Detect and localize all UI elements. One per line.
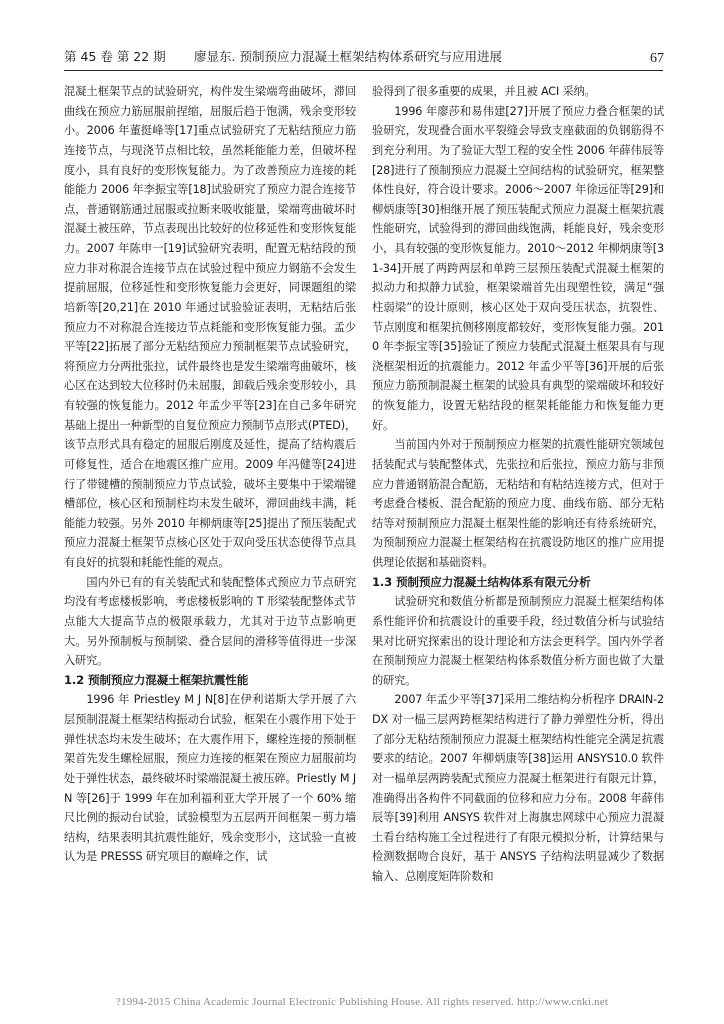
paragraph-joint-tests: 混凝土框架节点的试验研究，构件发生梁端弯曲破坏，滞回曲线在预应力筋屈服前捏缩，屈服后趋于饱满，残余变形较小。2006 年董挺峰等[17]重点试验研究了无粘结预应力筋连接节点，与现浇节点相比较，虽然耗能能力差，但破坏程度小，具有良好的变形恢复能力。为了改善预应力连接的耗能能力 2006 年李振宝等[18]试验研究了预应力混合连接节点，普通钢筋通过屈服或拉断来吸收能量，梁端弯曲破坏时混凝土被压碎，节点表现出比较好的位移延性和变形恢复能力。2007 年陈申一[19]试验研究表明，配置无粘结段的预应力非对称混合连接节点在试验过程中预应力钢筋不会发生提前屈服，位移延性和变形恢复能力会更好，同课题组的梁培新等[20,21]在 2010 年通过试验验证表明，无粘结后张预应力不对称混合连接边节点耗能和变形恢复能力强。孟少平等[22]拓展了部分无粘结预应力预制框架节点试验研究，将预应力分两批张拉，试件最终也是发生梁端弯曲破坏，核心区在达到较大位移时仍未屈服，卸载后残余变形较小，具有较强的恢复能力。2012 年孟少平等[23]在自己多年研究基础上提出一种新型的自复位预应力预制节点形式(PTED)，该节点形式具有稳定的屈服后刚度及延性，提高了结构震后可修复性，适合在地震区推广应用。2009 年冯健等[24]进行了带键槽的预制预应力节点试验，破坏主要集中于梁端键槽部位，核心区和预制柱均未发生破坏，滞回曲线丰满，耗能能力较强。另外 2010 年柳炳康等[25]提出了预压装配式预应力混凝土框架节点核心区处于双向受压状态使得节点具有良好的抗裂和耗能性能的观点。: [64, 85, 356, 569]
running-header: [64, 46, 664, 68]
section-heading-1-3: 1.3 预制预应力混凝土结构体系有限元分析: [372, 574, 591, 589]
running-title: 廖显东. 预制预应力混凝土框架结构体系研究与应用进展: [194, 49, 502, 64]
section-heading-1-2: 1.2 预制预应力混凝土框架抗震性能: [64, 672, 249, 687]
journal-issue: 第 45 卷 第 22 期: [64, 49, 166, 64]
page-number: 67: [650, 51, 664, 66]
paragraph-frame-tests: 1996 年廖莎和易伟建[27]开展了预应力叠合框架的试验研究，发现叠合面水平裂缝会导致支座截面的负钢筋得不到充分利用。为了验证大型工程的安全性 2006 年薛伟辰等[28]进行了预制预应力混凝土空间结构的试验研究，框架整体性良好，符合设计要求。2006～2007 年徐远征等[29]和柳炳康等[30]相继开展了预压装配式预应力混凝土框架抗震性能研究，试验得到的滞回曲线饱满，耗能良好，残余变形小，具有较强的变形恢复能力。2010～2012 年柳炳康等[31-34]开展了两跨两层和单跨三层预压装配式混凝土框架的拟动力和拟静力试验，框架梁端首先出现塑性铰，满足“强柱弱梁”的设计原则，核心区处于双向受压状态，抗裂性、节点刚度和框架抗侧移刚度都较好，变形恢复能力强。2010 年李振宝等[35]验证了预应力装配式混凝土框架具有与现浇框架相近的抗震能力。2012 年孟少平等[36]开展的后张预应力筋预制混凝土框架的试验具有典型的梁端破坏和较好的恢复能力，设置无粘结段的框架耗能能力和恢复能力更好。: [372, 104, 664, 432]
paragraph-slab-influence: 国内外已有的有关装配式和装配整体式预应力节点研究均没有考虑楼板影响，考虑楼板影响的 T 形梁装配整体式节点能大大提高节点的极限承载力，尤其对于边节点影响更大。另外预制板与预制梁、叠合层间的滑移等值得进一步深入研究。: [64, 575, 356, 668]
copyright-footer: ?1994-2015 China Academic Journal Electronic Publishing House. All rights reserved. http://www.cnki.net: [115, 996, 609, 1008]
header-rule: [64, 70, 663, 71]
paragraph-continuation: 验得到了很多重要的成果，并且被 ACI 采纳。: [372, 85, 596, 98]
paragraph-shake-table: 1996 年 Priestley M J N[8]在伊利诺斯大学开展了六层预制混凝土框架结构振动台试验，框架在小震作用下处于弹性状态均未发生破坏；在大震作用下，螺栓连接的预制框架首先发生螺栓屈服，预应力连接的框架在预应力屈服前均处于弹性状态，最终破坏时梁端混凝土被压碎。Priestly M J N 等[26]于 1999 年在加利福利亚大学开展了一个 60% 缩尺比例的振动台试验，试验模型为五层两开间框架－剪力墙结构，结果表明其抗震性能好，残余变形小，这试验一直被认为是 PRESSS 研究项目的巅峰之作，试: [64, 693, 356, 864]
left-column: [64, 82, 356, 867]
right-column: [372, 82, 664, 887]
paragraph-research-summary: 当前国内外对于预制预应力框架的抗震性能研究领域包括装配式与装配整体式，先张拉和后张拉，预应力筋与非预应力普通钢筋混合配筋，无粘结和有粘结连接方式，但对于考虑叠合楼板、混合配筋的预应力度、曲线布筋、部分无粘结等对预制预应力混凝土框架性能的影响还有待系统研究，为预制预应力混凝土框架结构在抗震设防地区的推广应用提供理论依据和基础资料。: [372, 438, 664, 569]
paragraph-fem-studies: 2007 年孟少平等[37]采用二维结构分析程序 DRAIN-2DX 对一榀三层两跨框架结构进行了静力弹塑性分析，得出了部分无粘结预制预应力混凝土框架结构性能完全满足抗震要求的结论。2007 年柳炳康等[38]运用 ANSYS10.0 软件对一榀单层两跨装配式预应力混凝土框架进行有限元计算，准确得出各构件不同截面的位移和应力分布。2008 年薛伟辰等[39]利用 ANSYS 软件对上海旗忠网球中心预应力混凝土看台结构施工全过程进行了有限元模拟分析，计算结果与检测数据吻合良好，基于 ANSYS 子结构法明显减少了数据输入、总刚度矩阵阶数和: [372, 693, 664, 883]
paragraph-numerical-intro: 试验研究和数值分析都是预制预应力混凝土框架结构体系性能评价和抗震设计的重要手段，经过数值分析与试验结果对比研究探索出的设计理论和方法会更科学。国内外学者在预制预应力混凝土框架结构体系数值分析方面也做了大量的研究。: [372, 595, 664, 687]
